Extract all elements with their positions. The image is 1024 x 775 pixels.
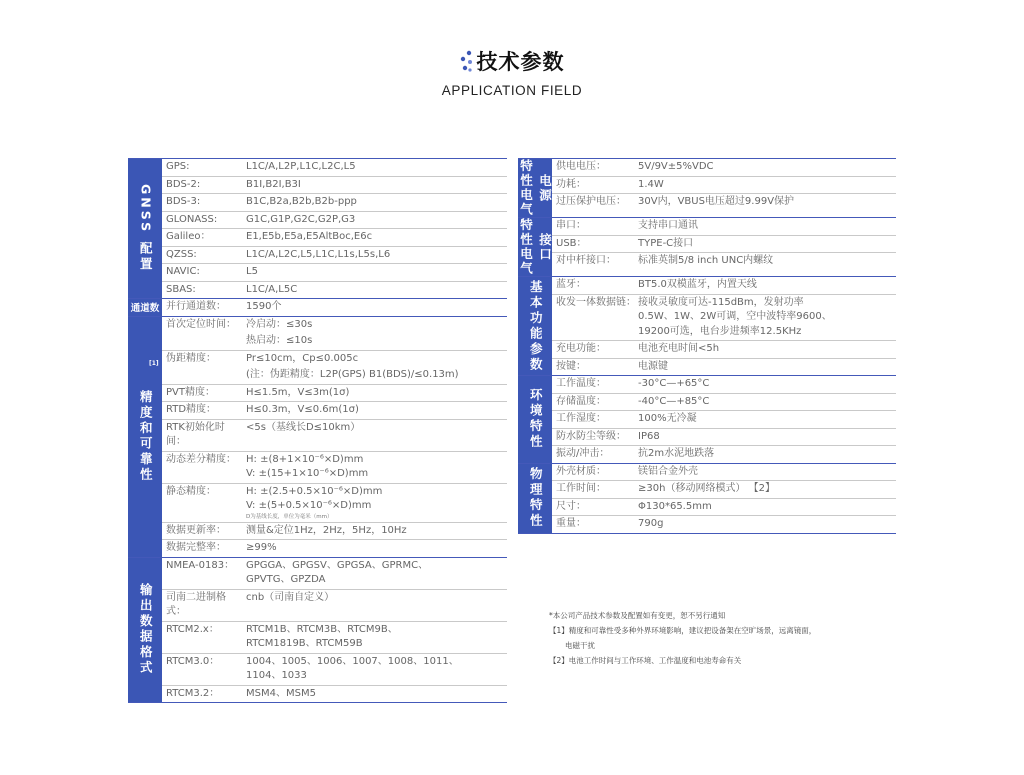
section-output (128, 557, 507, 704)
row-value: 抗2m水泥地跌落 (638, 448, 715, 459)
row-value: BT5.0双模蓝牙，内置天线 (638, 279, 757, 290)
category-basic: 基本功能参数 (518, 277, 552, 375)
row-value: ≥30h（移动网络模式） 【2】 (638, 483, 775, 494)
row-value: 测量&定位1Hz，2Hz，5Hz，10Hz (246, 524, 407, 536)
row-label: 尺寸： (556, 500, 586, 512)
row-value: ≥99% (246, 542, 277, 553)
section-power (518, 158, 896, 217)
row-label: 工作湿度： (556, 413, 606, 424)
table-row (162, 384, 507, 402)
row-value: L1C/A,L5C (246, 283, 298, 295)
value-line: GPGGA、GPGSV、GPGSA、GPRMC、 (246, 559, 429, 571)
row-value: Φ130*65.5mm (638, 500, 712, 512)
row-value: L1C/A,L2C,L5,L1C,L1s,L5s,L6 (246, 248, 391, 260)
value-line: GPVTG、GPZDA (246, 574, 326, 585)
row-label: 按键： (556, 360, 586, 372)
spec-table-right (518, 158, 896, 534)
row-value: H≤0.3m，V≤0.6m(1σ) (246, 404, 359, 415)
row-label: 振动/冲击： (556, 448, 610, 459)
row-value: 热启动：≤10s (246, 335, 313, 346)
row-value: 电池充电时间<5h (638, 343, 720, 354)
row-value: MSM4、MSM5 (246, 687, 316, 699)
table-row (162, 176, 507, 194)
row-label: 数据完整率： (166, 542, 226, 553)
row-value: -40°C—+85°C (638, 395, 710, 407)
table-row (162, 401, 507, 419)
footnote-1-cont: 电磁干扰 (565, 641, 595, 650)
row-label: GPS: (166, 161, 190, 172)
table-row (552, 376, 896, 393)
page-subtitle: APPLICATION FIELD (441, 83, 583, 98)
table-row (552, 176, 896, 194)
row-value: -30°C—+65°C (638, 378, 710, 389)
row-label: BDS-3: (166, 196, 201, 207)
row-label: RTK初始化时间： (166, 421, 225, 447)
table-row (162, 228, 507, 246)
section-accuracy (128, 316, 507, 557)
row-label: 伪距精度： (166, 352, 216, 364)
footnote-marker: [1] (149, 359, 159, 367)
table-row (552, 277, 896, 294)
table-row (162, 193, 507, 211)
row-value: L5 (246, 266, 258, 277)
row-value: 标准英制5/8 inch UNC内螺纹 (638, 255, 774, 266)
row-label: RTCM3.2： (166, 687, 220, 699)
row-value: 790g (638, 518, 664, 529)
row-value: 冷启动：≤30s (246, 318, 313, 330)
page-title (460, 46, 565, 76)
row-label: 司南二进制格式： (166, 591, 226, 617)
table-row (552, 515, 896, 533)
row-label: QZSS: (166, 248, 197, 260)
row-value: TYPE-C接口 (638, 237, 694, 249)
row-value: (注：伪距精度：L2P(GPS) B1(BDS)/≤0.13m) (246, 369, 459, 380)
table-row (162, 419, 507, 451)
table-row (162, 539, 507, 557)
table-row (552, 498, 896, 516)
table-row (162, 333, 507, 350)
value-note: D为基线长度，单位为毫米（mm） (246, 513, 333, 520)
section-channels (128, 298, 507, 316)
value-line: V: ±(15+1×10⁻⁶×D)mm (246, 468, 369, 479)
table-row (162, 483, 507, 522)
section-gnss (128, 158, 507, 298)
row-value: 1590个 (246, 301, 282, 312)
row-value (244, 559, 507, 588)
value-line: H: ±(8+1×10⁻⁶×D)mm (246, 453, 364, 465)
category-physical: 物理特性 (518, 464, 552, 533)
row-label: 外壳材质： (556, 465, 606, 477)
section-physical (518, 463, 896, 534)
row-label: Galileo： (166, 231, 211, 242)
value-line: RTCM1B、RTCM3B、RTCM9B、 (246, 623, 398, 635)
row-value (244, 623, 507, 652)
table-row (552, 252, 896, 270)
row-value (244, 655, 507, 684)
table-row (552, 294, 896, 341)
category-interface-line2: 特性电气 (518, 218, 534, 276)
row-value: IP68 (638, 430, 660, 442)
table-row (552, 410, 896, 428)
table-row (552, 358, 896, 376)
footnote-1: 【1】精度和可靠性受多种外界环境影响，建议把设备架在空旷场景，远离镜面， (549, 626, 817, 635)
row-value: cnb（司南自定义） (246, 591, 335, 603)
row-value: B1I,B2I,B3I (246, 178, 301, 190)
category-interface-line1: 接口 (537, 232, 553, 262)
table-row (552, 445, 896, 463)
table-row (162, 589, 507, 621)
row-label: SBAS: (166, 283, 196, 295)
dots-icon (460, 49, 474, 73)
row-value: Pr≤10cm，Cp≤0.005c (246, 352, 359, 364)
value-line: 1104、1033 (246, 670, 307, 681)
row-label: 功耗： (556, 178, 586, 190)
table-row (552, 159, 896, 176)
row-label: 存储温度： (556, 395, 606, 407)
table-row (162, 263, 507, 281)
row-value: 电源键 (638, 360, 668, 372)
table-row (162, 211, 507, 229)
value-line: H: ±(2.5+0.5×10⁻⁶×D)mm (246, 485, 383, 497)
row-value (244, 485, 507, 521)
row-label: NMEA-0183： (166, 559, 235, 571)
section-basic (518, 276, 896, 375)
row-label: 充电功能： (556, 343, 606, 354)
row-label: 防水防尘等级： (556, 430, 626, 442)
section-interface (518, 217, 896, 276)
category-accuracy-label: 精度和可靠性 (138, 390, 154, 483)
table-row (552, 480, 896, 498)
table-row (552, 340, 896, 358)
table-row (552, 193, 896, 211)
category-channels: 通道数 (128, 299, 162, 316)
row-label: 静态精度： (166, 485, 216, 497)
value-line: 1004、1005、1006、1007、1008、1011、 (246, 655, 459, 667)
table-row (552, 428, 896, 446)
row-label: 并行通道数： (166, 301, 226, 312)
table-row (162, 317, 507, 334)
table-row (552, 235, 896, 253)
row-label: NAVIC: (166, 266, 200, 277)
row-value: 镁铝合金外壳 (638, 465, 698, 477)
row-label: 动态差分精度： (166, 453, 236, 465)
footnotes (549, 608, 879, 668)
spec-table-left (128, 158, 507, 703)
table-row (162, 350, 507, 368)
category-power-line1: 电源 (537, 173, 553, 203)
row-label: 数据更新率： (166, 524, 226, 536)
header (0, 46, 1024, 98)
category-environment: 环境特性 (518, 376, 552, 463)
row-label: PVT精度： (166, 386, 215, 398)
title-text: 技术参数 (476, 50, 565, 74)
category-power-line2: 特性电气 (518, 159, 534, 217)
row-label: USB： (556, 237, 587, 249)
category-output: 输出数据格式 (128, 558, 162, 703)
row-label: 过压保护电压： (556, 196, 626, 207)
table-row (552, 393, 896, 411)
footnote-2: 【2】电池工作时间与工作环境、工作温度和电池寿命有关 (549, 656, 742, 665)
row-label: 供电电压： (556, 161, 606, 172)
row-label: 工作时间： (556, 483, 606, 494)
category-interface (518, 218, 552, 276)
value-line: 0.5W、1W、2W可调，空中波特率9600、 (638, 311, 832, 322)
row-value: 1.4W (638, 178, 664, 190)
row-value: 30V内，VBUS电压超过9.99V保护 (638, 196, 795, 207)
value-line: 接收灵敏度可达-115dBm，发射功率 (638, 296, 804, 308)
row-value (636, 296, 896, 340)
row-label: 重量： (556, 518, 586, 529)
row-label: 蓝牙： (556, 279, 586, 290)
row-value: L1C/A,L2P,L1C,L2C,L5 (246, 161, 356, 172)
value-line: 19200可选，电台步进频率12.5KHz (638, 325, 802, 337)
table-row (162, 159, 507, 176)
table-row (162, 451, 507, 483)
table-row (162, 281, 507, 299)
row-value: E1,E5b,E5a,E5AltBoc,E6c (246, 231, 373, 242)
row-value: 5V/9V±5%VDC (638, 161, 714, 172)
row-label: 收发一体数据链： (556, 296, 636, 308)
value-line: V: ±(5+0.5×10⁻⁶×D)mm (246, 500, 372, 511)
category-gnss: GNSS 配置 (128, 159, 162, 298)
table-row (162, 246, 507, 264)
row-label: BDS-2: (166, 178, 201, 190)
row-value: H≤1.5m，V≤3m(1σ) (246, 386, 350, 398)
row-label: 串口： (556, 220, 586, 231)
table-row (162, 621, 507, 653)
footnote-disclaimer: *本公司产品技术参数及配置如有变更，恕不另行通知 (549, 611, 726, 620)
row-label: RTD精度： (166, 404, 217, 415)
table-row (162, 367, 507, 384)
row-label: 首次定位时间： (166, 318, 236, 330)
category-accuracy (128, 317, 162, 557)
row-label: RTCM2.x： (166, 623, 219, 635)
row-value (244, 453, 507, 482)
row-label: GLONASS: (166, 213, 218, 225)
row-value: G1C,G1P,G2C,G2P,G3 (246, 213, 356, 225)
row-label: 对中杆接口： (556, 255, 616, 266)
row-value: B1C,B2a,B2b,B2b-ppp (246, 196, 357, 207)
row-value: <5s（基线长D≤10km） (246, 421, 361, 433)
row-value: 100%无冷凝 (638, 413, 697, 424)
table-row (162, 685, 507, 703)
section-environment (518, 375, 896, 463)
row-label: 工作温度： (556, 378, 606, 389)
table-row (552, 218, 896, 235)
value-line: RTCM1819B、RTCM59B (246, 638, 363, 649)
row-label: RTCM3.0： (166, 655, 220, 667)
row-value: 支持串口通讯 (638, 220, 698, 231)
table-row (162, 653, 507, 685)
table-row (162, 522, 507, 540)
table-row (552, 464, 896, 481)
category-power (518, 159, 552, 217)
table-row (162, 558, 507, 589)
table-row (162, 299, 507, 316)
